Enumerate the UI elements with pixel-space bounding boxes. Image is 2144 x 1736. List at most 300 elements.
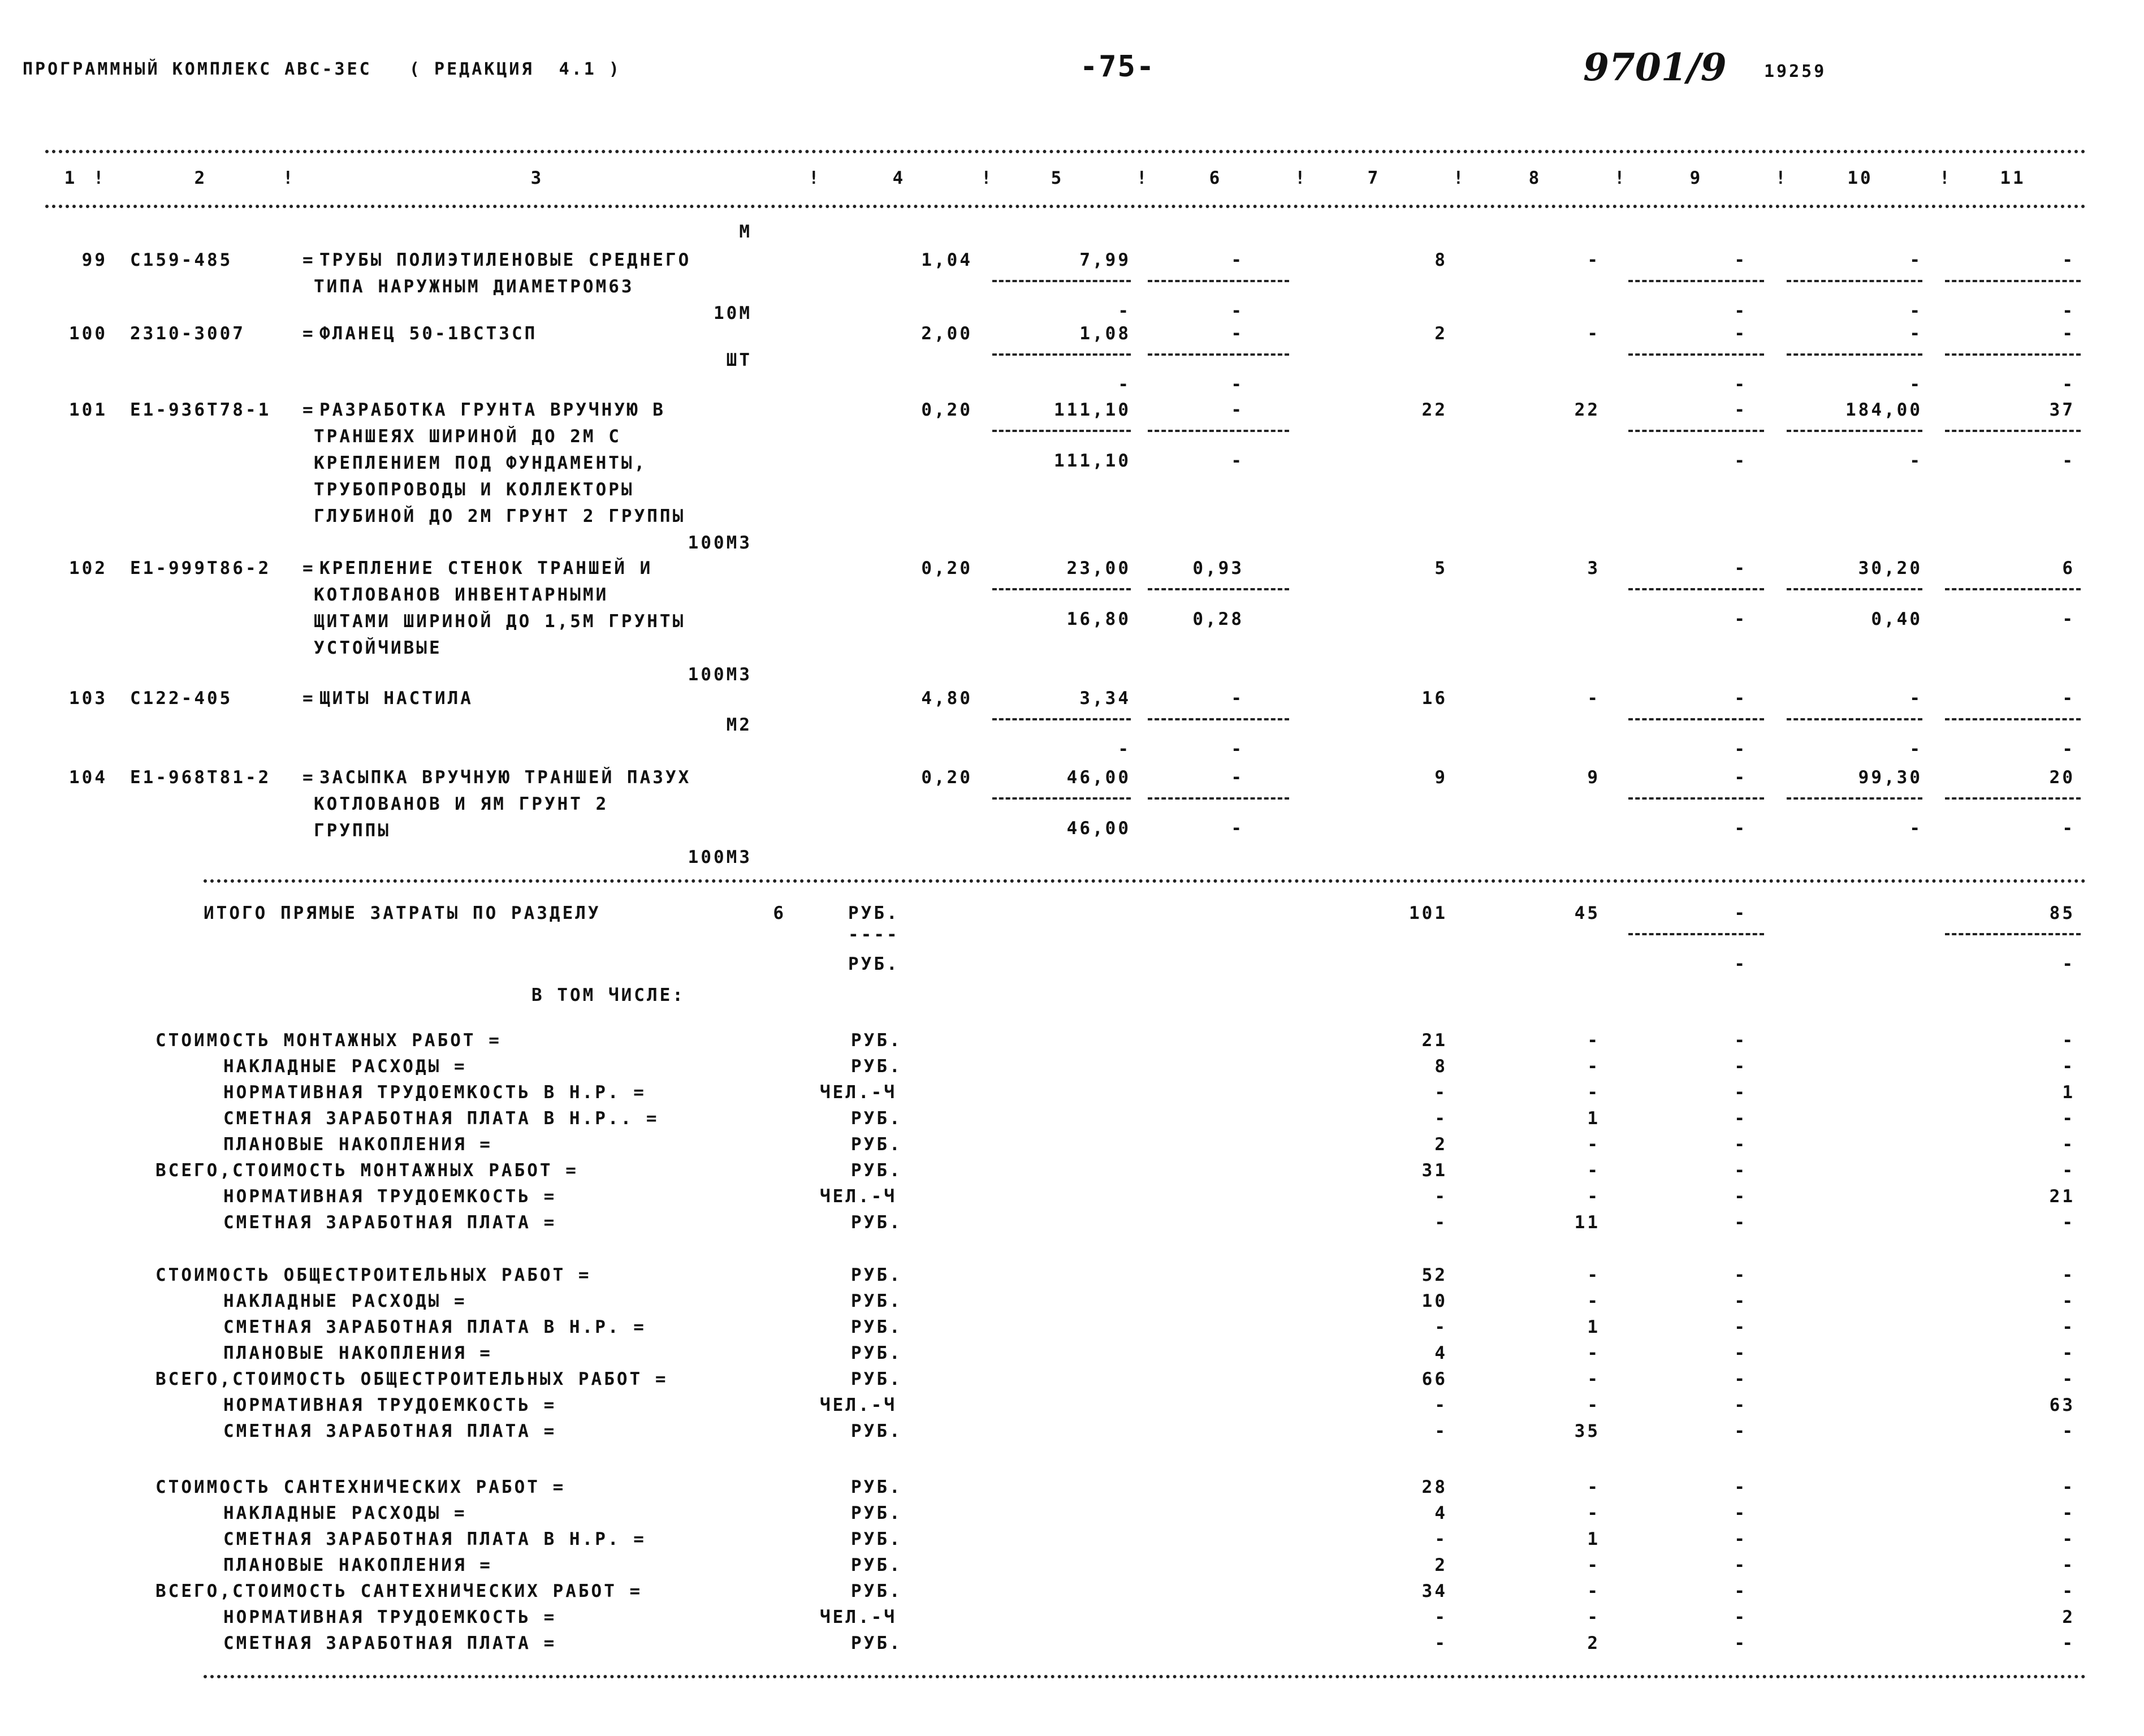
summary-label: ВСЕГО,СТОИМОСТЬ САНТЕХНИЧЕСКИХ РАБОТ =: [155, 1581, 643, 1601]
row-col5-bottom: -: [1118, 374, 1131, 395]
row-col11-divider: [1945, 588, 2081, 590]
row-col5-top: 7,99: [1079, 250, 1131, 270]
summary-col11: -: [2062, 1212, 2075, 1233]
row-col6-top: -: [1231, 688, 1244, 709]
row-col6-top: -: [1231, 767, 1244, 788]
column-separator: !: [1775, 168, 1788, 188]
summary-col8: 1: [1587, 1108, 1600, 1129]
row-col9-divider: [1628, 797, 1764, 800]
summary-col11: -: [2062, 1581, 2075, 1601]
row-col5-top: 46,00: [1066, 767, 1131, 788]
row-col5-divider: [992, 718, 1131, 720]
summary-label: ПЛАНОВЫЕ НАКОПЛЕНИЯ =: [223, 1555, 492, 1575]
row-col6-bottom: -: [1231, 374, 1244, 395]
row-col5-bottom: -: [1118, 301, 1131, 321]
row-col9-top: -: [1734, 323, 1747, 344]
summary-col8: -: [1587, 1186, 1600, 1207]
row-col10-divider: [1787, 430, 1922, 432]
summary-label: СМЕТНАЯ ЗАРАБОТНАЯ ПЛАТА В Н.Р. =: [223, 1529, 646, 1549]
row-col10-top: 30,20: [1858, 558, 1922, 578]
row-col8: 22: [1574, 400, 1600, 420]
summary-col7: 52: [1421, 1265, 1447, 1285]
row-col8: -: [1587, 323, 1600, 344]
column-separator: !: [809, 168, 822, 188]
row-col9-top: -: [1734, 558, 1747, 578]
summary-col11: -: [2062, 1056, 2075, 1077]
row-description-line: ТРУБОПРОВОДЫ И КОЛЛЕКТОРЫ: [314, 480, 634, 500]
row-col11-divider: [1945, 280, 2081, 282]
row-col10-divider: [1787, 588, 1922, 590]
doc-number: 19259: [1764, 62, 1827, 81]
column-header-11: 11: [2000, 168, 2026, 188]
summary-col11: -: [2062, 1477, 2075, 1497]
row-col11-bottom: -: [2062, 301, 2075, 321]
row-number: 100: [69, 323, 107, 344]
summary-col11: -: [2062, 1633, 2075, 1653]
row-code: Е1-936Т78-1: [130, 400, 271, 420]
row-number: 99: [81, 250, 107, 270]
row-col6-top: -: [1231, 400, 1244, 420]
summary-unit: РУБ.: [851, 1317, 902, 1337]
row-col10-top: -: [1909, 323, 1922, 344]
summary-col9: -: [1734, 1369, 1747, 1389]
row-col6-bottom: -: [1231, 818, 1244, 839]
summary-col7: 4: [1434, 1343, 1447, 1363]
row-unit: 100М3: [688, 664, 752, 685]
summary-col11: -: [2062, 1030, 2075, 1051]
column-separator: !: [93, 168, 106, 188]
summary-col7: -: [1434, 1421, 1447, 1441]
row-col5-bottom: -: [1118, 739, 1131, 759]
row-description-line: КРЕПЛЕНИЕМ ПОД ФУНДАМЕНТЫ,: [314, 453, 647, 473]
row-prefix: =: [302, 767, 315, 788]
summary-col11: -: [2062, 1134, 2075, 1155]
summary-col11: -: [2062, 1503, 2075, 1523]
row-quantity: 2,00: [921, 323, 972, 344]
column-separator: !: [981, 168, 994, 188]
summary-label: НАКЛАДНЫЕ РАСХОДЫ =: [223, 1291, 467, 1311]
row-col9-divider: [1628, 280, 1764, 282]
summary-label: ПЛАНОВЫЕ НАКОПЛЕНИЯ =: [223, 1343, 492, 1363]
summary-unit: РУБ.: [851, 1291, 902, 1311]
row-col5-divider: [992, 280, 1131, 282]
row-col11-top: 6: [2062, 558, 2075, 578]
summary-col11: -: [2062, 1529, 2075, 1549]
row-prefix: =: [302, 250, 315, 270]
summary-col9: -: [1734, 1317, 1747, 1337]
summary-col7: -: [1434, 1108, 1447, 1129]
summary-col9: -: [1734, 1291, 1747, 1311]
summary-unit: ЧЕЛ.-Ч: [820, 1395, 897, 1415]
column-header-8: 8: [1528, 168, 1542, 188]
summary-col8: -: [1587, 1503, 1600, 1523]
row-col10-bottom: -: [1909, 451, 1922, 471]
row-description-line: РАЗРАБОТКА ГРУНТА ВРУЧНУЮ В: [319, 400, 665, 420]
row-unit: ШТ: [726, 350, 752, 370]
row-description-line: ЩИТЫ НАСТИЛА: [319, 688, 473, 709]
row-col11-top: -: [2062, 250, 2075, 270]
row-quantity: 0,20: [921, 767, 972, 788]
column-separator: !: [1614, 168, 1627, 188]
summary-col8: 2: [1587, 1633, 1600, 1653]
summary-col7: 31: [1421, 1160, 1447, 1181]
summary-col9: -: [1734, 1581, 1747, 1601]
row-col6-bottom: -: [1231, 451, 1244, 471]
totals-col11-divider: [1945, 933, 2081, 935]
summary-col7: 4: [1434, 1503, 1447, 1523]
summary-col8: -: [1587, 1555, 1600, 1575]
row-col5-divider: [992, 430, 1131, 432]
page-number: -75-: [1080, 50, 1156, 84]
row-description-line: КОТЛОВАНОВ ИНВЕНТАРНЫМИ: [314, 585, 609, 605]
row-col11-divider: [1945, 797, 2081, 800]
summary-col7: 21: [1421, 1030, 1447, 1051]
row-description-line: ЗАСЫПКА ВРУЧНУЮ ТРАНШЕЙ ПАЗУХ: [319, 767, 691, 788]
summary-col9: -: [1734, 1056, 1747, 1077]
row-col9-bottom: -: [1734, 739, 1747, 759]
row-col10-bottom: -: [1909, 818, 1922, 839]
summary-label: ВСЕГО,СТОИМОСТЬ МОНТАЖНЫХ РАБОТ =: [155, 1160, 578, 1181]
program-header: ПРОГРАММНЫЙ КОМПЛЕКС АВС-3ЕС ( РЕДАКЦИЯ 4.1 ): [23, 59, 621, 79]
totals-col9-bottom: -: [1734, 954, 1747, 974]
summary-label: СТОИМОСТЬ МОНТАЖНЫХ РАБОТ =: [155, 1030, 502, 1051]
row-col6-bottom: 0,28: [1192, 609, 1244, 629]
summary-col7: 8: [1434, 1056, 1447, 1077]
row-col7: 16: [1421, 688, 1447, 709]
totals-col11-bottom: -: [2062, 954, 2075, 974]
summary-col11: -: [2062, 1108, 2075, 1129]
row-col9-top: -: [1734, 250, 1747, 270]
totals-unit-1: РУБ.: [848, 903, 900, 923]
summary-col11: 21: [2049, 1186, 2075, 1207]
summary-col7: 34: [1421, 1581, 1447, 1601]
row-quantity: 0,20: [921, 558, 972, 578]
summary-unit: РУБ.: [851, 1633, 902, 1653]
totals-col7: 101: [1409, 903, 1447, 923]
row-description-line: ТРАНШЕЯХ ШИРИНОЙ ДО 2М С: [314, 426, 621, 447]
row-col8: -: [1587, 688, 1600, 709]
row-code: Е1-999Т86-2: [130, 558, 271, 578]
handwritten-doc-code: 9701/9: [1583, 45, 1727, 89]
summary-col7: 10: [1421, 1291, 1447, 1311]
summary-col11: -: [2062, 1160, 2075, 1181]
row-prefix: =: [302, 688, 315, 709]
summary-col7: -: [1434, 1212, 1447, 1233]
column-header-rule: [45, 205, 2086, 208]
row-code: 2310-3007: [130, 323, 245, 344]
summary-unit: ЧЕЛ.-Ч: [820, 1082, 897, 1103]
row-col7: 22: [1421, 400, 1447, 420]
summary-col7: -: [1434, 1186, 1447, 1207]
row-code: С159-485: [130, 250, 233, 270]
row-number: 101: [69, 400, 107, 420]
row-col10-divider: [1787, 797, 1922, 800]
row-prefix: =: [302, 558, 315, 578]
row-col8: 9: [1587, 767, 1600, 788]
column-separator: !: [283, 168, 296, 188]
row-description-line: ГЛУБИНОЙ ДО 2М ГРУНТ 2 ГРУППЫ: [314, 506, 686, 526]
summary-col7: 2: [1434, 1555, 1447, 1575]
row-col9-divider: [1628, 430, 1764, 432]
row-unit: 100М3: [688, 533, 752, 553]
row-col7: 8: [1434, 250, 1447, 270]
summary-unit: РУБ.: [851, 1343, 902, 1363]
row-col9-divider: [1628, 718, 1764, 720]
summary-label: НОРМАТИВНАЯ ТРУДОЕМКОСТЬ =: [223, 1186, 557, 1207]
summary-label: ВСЕГО,СТОИМОСТЬ ОБЩЕСТРОИТЕЛЬНЫХ РАБОТ =: [155, 1369, 668, 1389]
summary-col8: -: [1587, 1477, 1600, 1497]
row-col11-bottom: -: [2062, 374, 2075, 395]
row-col10-bottom: 0,40: [1871, 609, 1922, 629]
row-col5-divider: [992, 353, 1131, 356]
row-col9-divider: [1628, 588, 1764, 590]
summary-col8: 35: [1574, 1421, 1600, 1441]
row-col10-top: -: [1909, 688, 1922, 709]
row-col6-divider: [1148, 718, 1289, 720]
summary-unit: РУБ.: [851, 1212, 902, 1233]
row-col11-top: -: [2062, 323, 2075, 344]
column-separator: !: [1453, 168, 1466, 188]
summary-label: СМЕТНАЯ ЗАРАБОТНАЯ ПЛАТА =: [223, 1633, 557, 1653]
row-col9-bottom: -: [1734, 374, 1747, 395]
row-description-line: ТРУБЫ ПОЛИЭТИЛЕНОВЫЕ СРЕДНЕГО: [319, 250, 691, 270]
totals-top-rule: [204, 879, 2086, 883]
summary-col8: 11: [1574, 1212, 1600, 1233]
column-separator: !: [1939, 168, 1952, 188]
column-separator: !: [1136, 168, 1149, 188]
summary-label: СМЕТНАЯ ЗАРАБОТНАЯ ПЛАТА =: [223, 1212, 557, 1233]
totals-col11-top: 85: [2049, 903, 2075, 923]
column-header-10: 10: [1847, 168, 1873, 188]
summary-col9: -: [1734, 1082, 1747, 1103]
row-description-line: УСТОЙЧИВЫЕ: [314, 638, 442, 658]
summary-col8: -: [1587, 1160, 1600, 1181]
summary-unit: РУБ.: [851, 1369, 902, 1389]
row-description-line: КОТЛОВАНОВ И ЯМ ГРУНТ 2: [314, 794, 609, 814]
summary-col8: 1: [1587, 1317, 1600, 1337]
summary-col11: -: [2062, 1265, 2075, 1285]
summary-col9: -: [1734, 1529, 1747, 1549]
totals-col9-divider: [1628, 933, 1764, 935]
summary-col8: -: [1587, 1395, 1600, 1415]
summary-col9: -: [1734, 1421, 1747, 1441]
row-col10-top: 99,30: [1858, 767, 1922, 788]
row-col11-bottom: -: [2062, 818, 2075, 839]
summary-col11: 2: [2062, 1607, 2075, 1627]
summary-col8: -: [1587, 1369, 1600, 1389]
summary-col11: -: [2062, 1555, 2075, 1575]
row-col7: 5: [1434, 558, 1447, 578]
row-description-line: ЩИТАМИ ШИРИНОЙ ДО 1,5М ГРУНТЫ: [314, 611, 686, 632]
row-col10-top: 184,00: [1845, 400, 1922, 420]
row-prefix: =: [302, 400, 315, 420]
summary-unit: ЧЕЛ.-Ч: [820, 1186, 897, 1207]
summary-col9: -: [1734, 1343, 1747, 1363]
summary-col9: -: [1734, 1212, 1747, 1233]
summary-col7: -: [1434, 1317, 1447, 1337]
row-description-line: ТИПА НАРУЖНЫМ ДИАМЕТРОМ63: [314, 277, 634, 297]
summary-col7: -: [1434, 1395, 1447, 1415]
row-col6-divider: [1148, 588, 1289, 590]
row-col10-bottom: -: [1909, 301, 1922, 321]
summary-col8: -: [1587, 1265, 1600, 1285]
summary-col11: -: [2062, 1317, 2075, 1337]
row-unit: М2: [726, 715, 752, 735]
summary-unit: РУБ.: [851, 1265, 902, 1285]
row-col5-top: 1,08: [1079, 323, 1131, 344]
summary-unit: РУБ.: [851, 1503, 902, 1523]
row-col9-bottom: -: [1734, 301, 1747, 321]
summary-col7: 66: [1421, 1369, 1447, 1389]
column-header-9: 9: [1689, 168, 1703, 188]
summary-label: ПЛАНОВЫЕ НАКОПЛЕНИЯ =: [223, 1134, 492, 1155]
summary-col8: 1: [1587, 1529, 1600, 1549]
row-description-line: ГРУППЫ: [314, 821, 391, 841]
summary-col9: -: [1734, 1477, 1747, 1497]
column-header-1: 1: [64, 168, 77, 188]
summary-col11: 63: [2049, 1395, 2075, 1415]
summary-label: НОРМАТИВНАЯ ТРУДОЕМКОСТЬ В Н.Р. =: [223, 1082, 646, 1103]
summary-col11: -: [2062, 1343, 2075, 1363]
row-col6-bottom: -: [1231, 739, 1244, 759]
column-header-4: 4: [892, 168, 906, 188]
row-col6-bottom: -: [1231, 301, 1244, 321]
totals-section: 6: [773, 903, 786, 923]
row-col6-divider: [1148, 430, 1289, 432]
summary-unit: РУБ.: [851, 1134, 902, 1155]
column-header-5: 5: [1051, 168, 1064, 188]
summary-col9: -: [1734, 1395, 1747, 1415]
row-quantity: 1,04: [921, 250, 972, 270]
summary-col8: -: [1587, 1030, 1600, 1051]
summary-unit: РУБ.: [851, 1030, 902, 1051]
row-col11-bottom: -: [2062, 609, 2075, 629]
row-description-line: ФЛАНЕЦ 50-1ВСТ3СП: [319, 323, 538, 344]
row-col6-divider: [1148, 797, 1289, 800]
row-unit-above: М: [739, 222, 752, 242]
row-col11-top: 37: [2049, 400, 2075, 420]
row-quantity: 4,80: [921, 688, 972, 709]
summary-label: НАКЛАДНЫЕ РАСХОДЫ =: [223, 1503, 467, 1523]
row-col5-top: 23,00: [1066, 558, 1131, 578]
summary-col9: -: [1734, 1108, 1747, 1129]
summary-col9: -: [1734, 1555, 1747, 1575]
row-unit: 100М3: [688, 847, 752, 867]
row-col9-bottom: -: [1734, 609, 1747, 629]
including-heading: В ТОМ ЧИСЛЕ:: [531, 985, 685, 1005]
summary-col9: -: [1734, 1186, 1747, 1207]
row-col9-top: -: [1734, 400, 1747, 420]
row-col7: 9: [1434, 767, 1447, 788]
totals-label: ИТОГО ПРЯМЫЕ ЗАТРАТЫ ПО РАЗДЕЛУ: [204, 903, 601, 923]
totals-col9-top: -: [1734, 903, 1747, 923]
row-col9-bottom: -: [1734, 818, 1747, 839]
summary-col11: -: [2062, 1369, 2075, 1389]
totals-col8: 45: [1574, 903, 1600, 923]
row-quantity: 0,20: [921, 400, 972, 420]
table-bottom-rule: [204, 1675, 2086, 1678]
row-col10-top: -: [1909, 250, 1922, 270]
row-number: 104: [69, 767, 107, 788]
row-col5-divider: [992, 797, 1131, 800]
summary-col7: -: [1434, 1529, 1447, 1549]
row-col10-divider: [1787, 353, 1922, 356]
summary-unit: РУБ.: [851, 1555, 902, 1575]
row-col5-bottom: 46,00: [1066, 818, 1131, 839]
summary-col8: -: [1587, 1291, 1600, 1311]
totals-unit-rule: ----: [848, 925, 900, 945]
summary-unit: РУБ.: [851, 1421, 902, 1441]
row-col5-top: 3,34: [1079, 688, 1131, 709]
summary-label: НАКЛАДНЫЕ РАСХОДЫ =: [223, 1056, 467, 1077]
summary-col9: -: [1734, 1503, 1747, 1523]
column-header-3: 3: [530, 168, 544, 188]
row-col8: 3: [1587, 558, 1600, 578]
summary-unit: РУБ.: [851, 1529, 902, 1549]
summary-unit: РУБ.: [851, 1108, 902, 1129]
summary-label: НОРМАТИВНАЯ ТРУДОЕМКОСТЬ =: [223, 1395, 557, 1415]
summary-label: СТОИМОСТЬ САНТЕХНИЧЕСКИХ РАБОТ =: [155, 1477, 566, 1497]
summary-col8: -: [1587, 1134, 1600, 1155]
row-col11-divider: [1945, 353, 2081, 356]
row-col9-divider: [1628, 353, 1764, 356]
summary-col9: -: [1734, 1030, 1747, 1051]
summary-col7: -: [1434, 1082, 1447, 1103]
row-number: 103: [69, 688, 107, 709]
row-col9-top: -: [1734, 688, 1747, 709]
row-col6-top: 0,93: [1192, 558, 1244, 578]
summary-col9: -: [1734, 1633, 1747, 1653]
row-col5-top: 111,10: [1054, 400, 1131, 420]
totals-unit-2: РУБ.: [848, 954, 900, 974]
summary-col7: 28: [1421, 1477, 1447, 1497]
row-code: Е1-968Т81-2: [130, 767, 271, 788]
summary-col11: -: [2062, 1291, 2075, 1311]
column-separator: !: [1295, 168, 1308, 188]
row-col11-top: 20: [2049, 767, 2075, 788]
summary-col11: -: [2062, 1421, 2075, 1441]
row-col9-top: -: [1734, 767, 1747, 788]
row-col10-bottom: -: [1909, 374, 1922, 395]
row-col9-bottom: -: [1734, 451, 1747, 471]
row-unit: 10М: [714, 303, 752, 323]
summary-label: СМЕТНАЯ ЗАРАБОТНАЯ ПЛАТА =: [223, 1421, 557, 1441]
summary-unit: ЧЕЛ.-Ч: [820, 1607, 897, 1627]
row-col5-bottom: 16,80: [1066, 609, 1131, 629]
row-number: 102: [69, 558, 107, 578]
row-col10-divider: [1787, 280, 1922, 282]
row-col6-top: -: [1231, 323, 1244, 344]
row-col8: -: [1587, 250, 1600, 270]
summary-col8: -: [1587, 1343, 1600, 1363]
summary-col9: -: [1734, 1134, 1747, 1155]
summary-col11: 1: [2062, 1082, 2075, 1103]
row-col10-divider: [1787, 718, 1922, 720]
summary-col9: -: [1734, 1265, 1747, 1285]
summary-col7: -: [1434, 1633, 1447, 1653]
column-header-2: 2: [194, 168, 208, 188]
column-header-7: 7: [1367, 168, 1381, 188]
summary-label: НОРМАТИВНАЯ ТРУДОЕМКОСТЬ =: [223, 1607, 557, 1627]
row-code: С122-405: [130, 688, 233, 709]
summary-col8: -: [1587, 1056, 1600, 1077]
row-col11-top: -: [2062, 688, 2075, 709]
summary-col8: -: [1587, 1607, 1600, 1627]
row-col7: 2: [1434, 323, 1447, 344]
summary-col9: -: [1734, 1607, 1747, 1627]
summary-unit: РУБ.: [851, 1477, 902, 1497]
row-description-line: КРЕПЛЕНИЕ СТЕНОК ТРАНШЕЙ И: [319, 558, 653, 578]
